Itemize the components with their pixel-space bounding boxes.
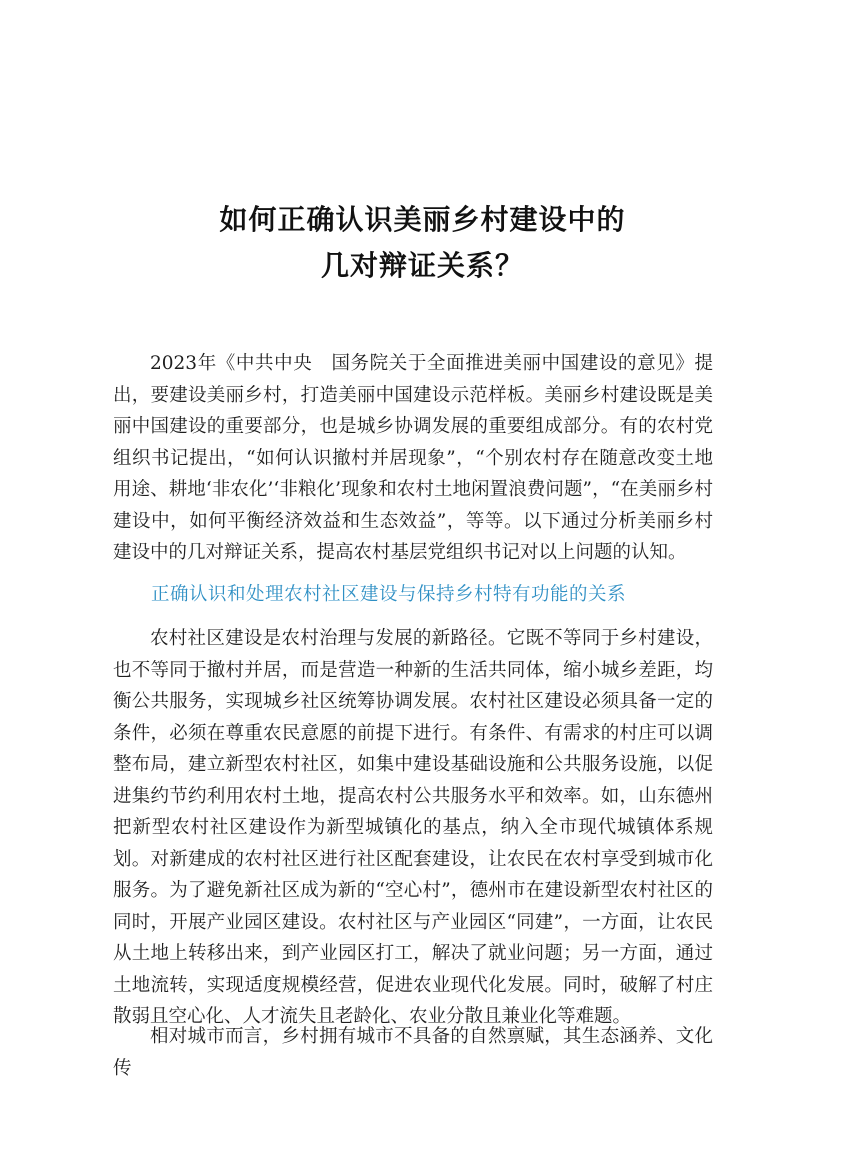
- section-paragraph-2: 相对城市而言，乡村拥有城市不具备的自然禀赋，其生态涵养、文化传: [113, 1026, 713, 1079]
- title-line-1: 如何正确认识美丽乡村建设中的: [219, 203, 626, 236]
- intro-paragraph: 2023年《中共中央 国务院关于全面推进美丽中国建设的意见》提出，要建设美丽乡村，打造美丽中国建设示范样板。美丽乡村建设既是美丽中国建设的重要部分，也是城乡协调发展的重要组成部分。有的农村党组织书记提出，“如何认识撤村并居现象”，“个别农村存在随意改变土地用途、耕地‘非农化’‘非粮化’现象和农村土地闲置浪费问题”，“在美丽乡村建设中，如何平衡经济效益和生态效益”，等等。以下通过分析美丽乡村建设中的几对辩证关系，提高农村基层党组织书记对以上问题的认知。: [113, 353, 713, 563]
- section-heading: 正确认识和处理农村社区建设与保持乡村特有功能的关系: [151, 584, 627, 605]
- title-line-2: 几对辩证关系？: [320, 249, 524, 282]
- section-paragraph-1: 农村社区建设是农村治理与发展的新路径。它既不等同于乡村建设，也不等同于撤村并居，而是营造一种新的生活共同体，缩小城乡差距，均衡公共服务，实现城乡社区统筹协调发展。农村社区建设必须具备一定的条件，必须在尊重农民意愿的前提下进行。有条件、有需求的村庄可以调整布局，建立新型农村社区，如集中建设基础设施和公共服务设施，以促进集约节约利用农村土地，提高农村公共服务水平和效率。如，山东德州把新型农村社区建设作为新型城镇化的基点，纳入全市现代城镇体系规划。对新建成的农村社区进行社区配套建设，让农民在农村享受到城市化服务。为了避免新社区成为新的“空心村”，德州市在建设新型农村社区的同时，开展产业园区建设。农村社区与产业园区“同建”，一方面，让农民从土地上转移出来，到产业园区打工，解决了就业问题；另一方面，通过土地流转，实现适度规模经营，促进农业现代化发展。同时，破解了村庄散弱且空心化、人才流失且老龄化、农业分散且兼业化等难题。: [113, 628, 713, 1027]
